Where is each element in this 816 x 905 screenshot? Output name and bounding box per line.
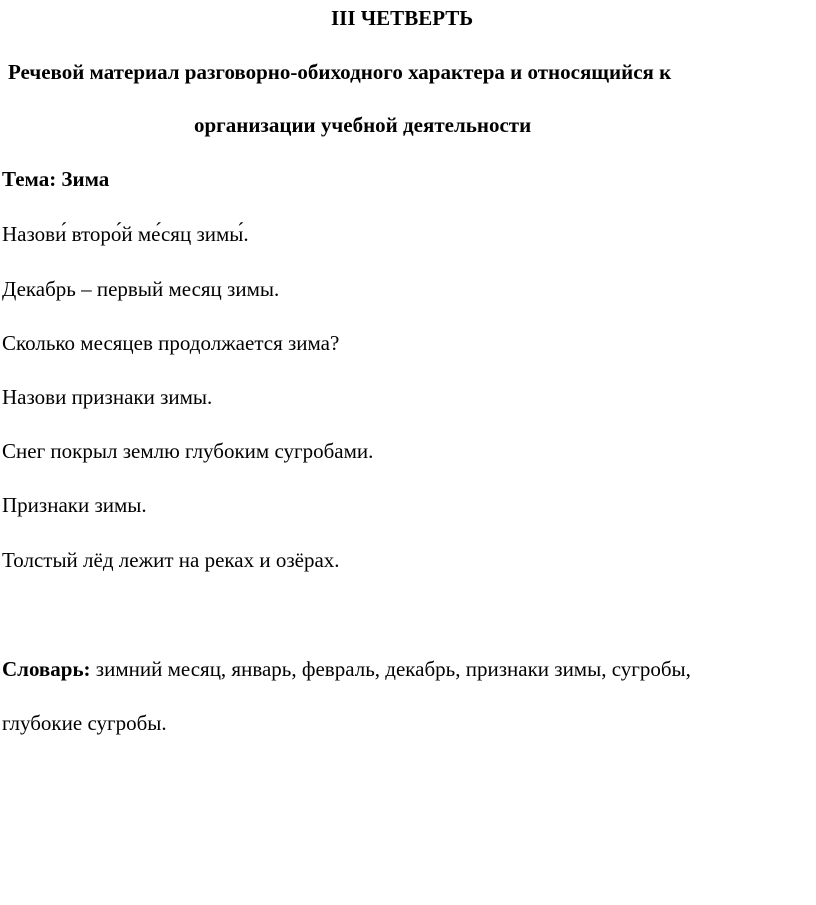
text-line: Снег покрыл землю глубоким сугробами. [2, 439, 374, 463]
vocabulary-line [2, 657, 691, 681]
vocabulary-line-2: глубокие сугробы. [2, 711, 167, 735]
subtitle-line-2: организации учебной деятельности [194, 113, 532, 137]
page-heading: III ЧЕТВЕРТЬ [331, 6, 474, 30]
text-line: Декабрь – первый месяц зимы. [2, 277, 280, 301]
vocabulary-text: зимний месяц, январь, февраль, декабрь, признаки зимы, сугробы, [90, 657, 691, 681]
text-line: Назови́ второ́й ме́сяц зимы́. [2, 222, 249, 246]
text-line: Назови признаки зимы. [2, 385, 213, 409]
topic-title: Тема: Зима [2, 167, 110, 191]
subtitle-line-1: Речевой материал разговорно-обиходного характера и относящийся к [8, 60, 672, 84]
vocabulary-label: Словарь: [2, 657, 91, 681]
text-line: Толстый лёд лежит на реках и озёрах. [2, 548, 340, 572]
text-line: Сколько месяцев продолжается зима? [2, 331, 340, 355]
text-line: Признаки зимы. [2, 493, 147, 517]
